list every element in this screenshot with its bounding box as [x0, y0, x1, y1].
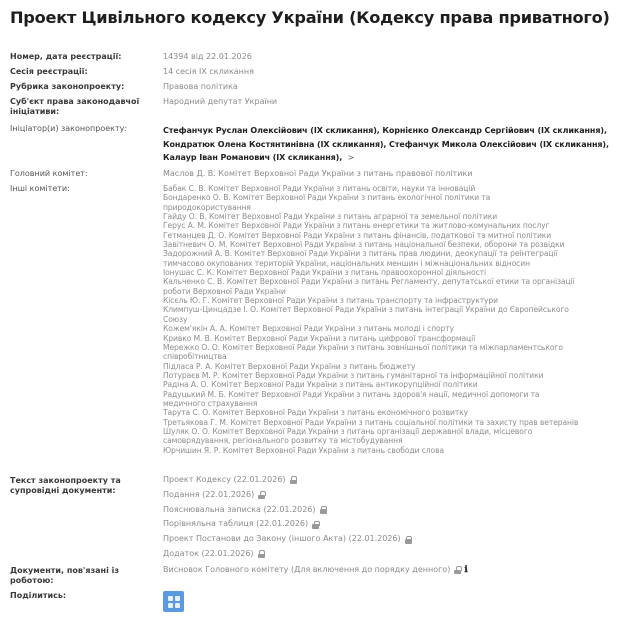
reg-number-value: 14394 від 22.01.2026: [163, 52, 252, 61]
lock-icon: [312, 521, 319, 529]
qr-grid-icon: [168, 596, 173, 601]
committee-line: Бондаренко О. В. Комітет Верховної Ради України з питань екологічної політики та: [163, 193, 491, 203]
related-documents-label: Документи, пов'язані із роботою:: [10, 566, 119, 585]
committee-line: медичного страхування: [163, 398, 258, 408]
committee-line: Завітневич О. М. Комітет Верховної Ради України з питань національної безпеки, оборони та розвідки: [163, 240, 565, 250]
committee-line: співробітництва: [163, 352, 227, 362]
committee-line: Третьякова Г. М. Комітет Верховної Ради України з питань соціальної політики та захисту прав ветеранів: [163, 417, 579, 427]
initiators-label: Ініціатор(и) законопроекту:: [10, 124, 128, 133]
committee-line: Кальченко С. В. Комітет Верховної Ради України з питань Регламенту, депутатської етики та організації: [163, 277, 575, 287]
document-title: Проект Постанови до Закону (іншого Акта) (22.01.2026): [163, 534, 401, 544]
other-committees-label: Інші комітети:: [10, 184, 70, 193]
share-button[interactable]: [163, 591, 184, 612]
main-committee-label: Головний комітет:: [10, 169, 88, 178]
document-link[interactable]: [163, 532, 613, 547]
committee-line: тимчасово окупованих територій України, національних меншин і міжнаціональних відносин: [163, 258, 530, 268]
related-documents-list: [163, 563, 613, 578]
initiators-line[interactable]: Кондратюк Олена Костянтинівна (IX скликання), Стефанчук Микола Олексійович (IX скликання),: [163, 139, 609, 149]
rubric-label: Рубрика законопроекту:: [10, 82, 125, 91]
show-more-chevron-icon[interactable]: >: [347, 153, 355, 162]
committee-line: Потураєв М. Р. Комітет Верховної Ради України з питань гуманітарної та інформаційної політики: [163, 370, 544, 380]
documents-list: [163, 473, 613, 562]
committee-line: самоврядування, регіонального розвитку та містобудування: [163, 436, 403, 446]
committee-line: Мережко О. О. Комітет Верховної Ради України з питань зовнішньої політики та міжпарламентського: [163, 342, 563, 352]
lock-icon: [258, 491, 265, 499]
document-title: Пояснювальна записка (22.01.2026): [163, 504, 316, 514]
document-link[interactable]: [163, 517, 613, 532]
document-title: Додаток (22.01.2026): [163, 548, 254, 558]
committee-line: Бабак С. В. Комітет Верховної Ради України з питань освіти, науки та інновацій: [163, 184, 476, 193]
other-committees-list: [163, 184, 613, 455]
document-link[interactable]: [163, 503, 613, 518]
committee-line: Тарута С. О. Комітет Верховної Ради України з питань економічного розвитку: [163, 408, 469, 418]
committee-line: Кривко М. В. Комітет Верховної Ради України з питань цифрової трансформації: [163, 333, 476, 343]
info-icon[interactable]: ℹ: [464, 565, 468, 575]
qr-grid-icon: [175, 603, 180, 608]
committee-line: Гайду О. В. Комітет Верховної Ради України з питань аграрної та земельної політики: [163, 212, 498, 222]
subject-label: Суб'єкт права законодавчої ініціативи:: [10, 97, 140, 116]
committee-line: Юрчишин Я. Р. Комітет Верховної Ради України з питань свободи слова: [163, 445, 445, 455]
initiators-list: [163, 124, 613, 165]
committee-line: Задорожний А. В. Комітет Верховної Ради України з питань прав людини, деокупації та реінтеграції: [163, 249, 558, 259]
committee-line: роботи Верховної Ради України: [163, 286, 286, 296]
subject-value: Народний депутат України: [163, 97, 278, 106]
page-title: Проект Цивільного кодексу України (Кодексу права приватного): [10, 8, 610, 27]
document-title: Проект Кодексу (22.01.2026): [163, 475, 286, 484]
qr-grid-icon: [175, 596, 180, 601]
share-label: Поділитись:: [10, 591, 67, 600]
committee-line: Гетманцев Д. О. Комітет Верховної Ради України з питань фінансів, податкової та митної політики: [163, 230, 552, 240]
document-link[interactable]: [163, 473, 613, 488]
committee-line: Климпуш-Цинцадзе І. О. Комітет Верховної Ради України з питань інтеграції України до Європейського: [163, 305, 569, 315]
committee-line: Герус А. М. Комітет Верховної Ради України з питань енергетики та житлово-комунальних послуг: [163, 221, 550, 231]
qr-grid-icon: [168, 603, 173, 608]
lock-icon: [405, 536, 412, 544]
documents-label: Текст законопроекту та супровідні документи:: [10, 476, 121, 495]
lock-icon: [320, 506, 327, 514]
document-link[interactable]: [163, 547, 613, 562]
session-value: 14 сесія IX скликання: [163, 67, 254, 76]
committee-line: Союзу: [163, 314, 188, 324]
committee-line: Кожем'якін А. А. Комітет Верховної Ради України з питань молоді і спорту: [163, 324, 455, 334]
committee-line: Радуцький М. Б. Комітет Верховної Ради України з питань здоров'я нації, медичної допомоги та: [163, 389, 540, 399]
session-label: Сесія реєстрації:: [10, 67, 88, 76]
reg-number-label: Номер, дата реєстрації:: [10, 52, 122, 61]
committee-line: Шуляк О. О. Комітет Верховної Ради України з питань організації державної влади, місцевого: [163, 426, 533, 436]
committee-line: природокористування: [163, 202, 251, 212]
related-document-link[interactable]: [163, 563, 613, 578]
rubric-value: Правова політика: [163, 82, 238, 91]
document-link[interactable]: [163, 488, 613, 503]
lock-icon: [258, 550, 265, 558]
committee-line: Підласа Р. А. Комітет Верховної Ради України з питань бюджету: [163, 361, 416, 371]
committee-line: Кісєль Ю. Г. Комітет Верховної Ради України з питань транспорту та інфраструктури: [163, 296, 498, 306]
lock-icon: [290, 476, 297, 484]
document-title: Висновок Головного комітету (Для включення до порядку денного): [163, 565, 451, 574]
initiators-line[interactable]: Калаур Іван Романович (IX скликання),: [163, 153, 343, 162]
document-title: Подання (22.01.2026): [163, 489, 255, 499]
lock-icon: [454, 566, 461, 574]
committee-line: Іонушас С. К. Комітет Верховної Ради України з питань правоохоронної діяльності: [163, 268, 486, 278]
document-title: Порівняльна таблиця (22.01.2026): [163, 519, 309, 529]
committee-line: Радіна А. О. Комітет Верховної Ради України з питань антикорупційної політики: [163, 380, 478, 390]
initiators-line[interactable]: Стефанчук Руслан Олексійович (IX скликання), Корнієнко Олександр Сергійович (IX скликання),: [163, 126, 607, 135]
main-committee-value: Маслов Д. В. Комітет Верховної Ради України з питань правової політики: [163, 169, 473, 178]
